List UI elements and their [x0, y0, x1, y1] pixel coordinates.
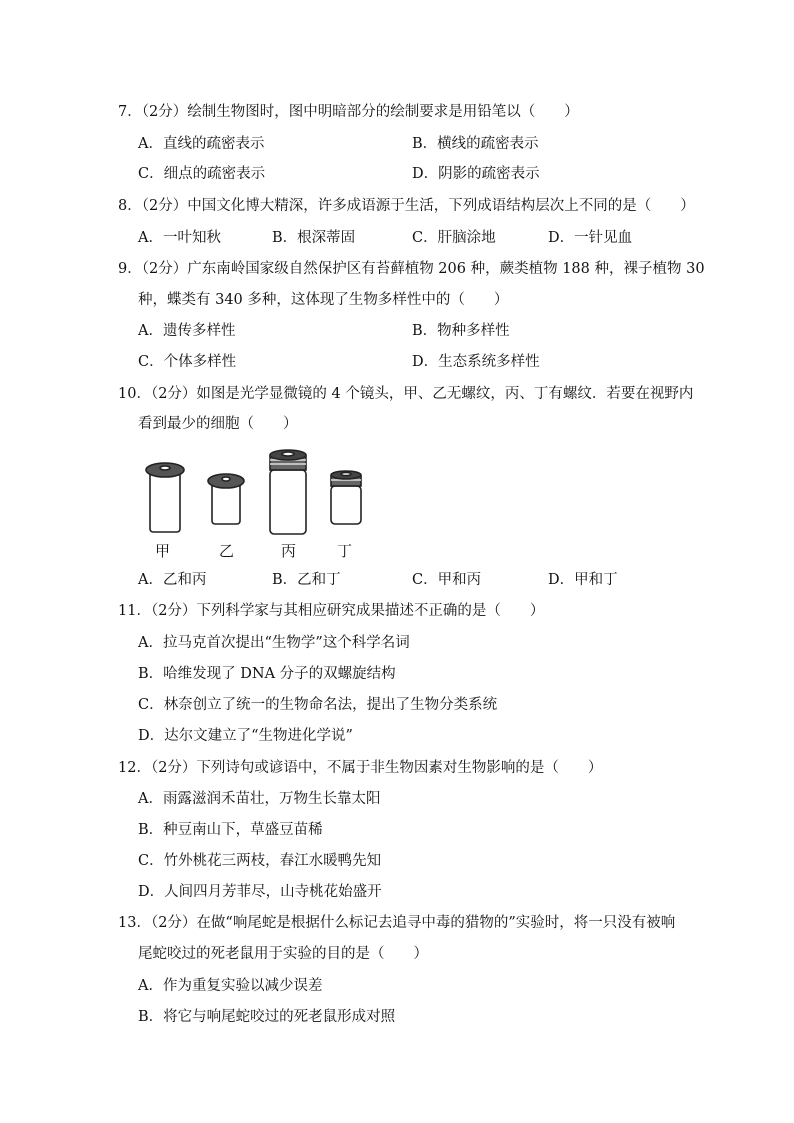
- question-9-option-d: D．生态系统多样性: [412, 354, 540, 370]
- question-12-option-b: B．种豆南山下，草盛豆苗稀: [138, 822, 323, 838]
- question-9-option-a: A．遗传多样性: [138, 323, 236, 339]
- lens-label-ding: 丁: [337, 542, 353, 560]
- lens-jia-icon: [146, 463, 184, 532]
- lens-label-jia: 甲: [155, 542, 171, 560]
- question-10-stem-line-2: 看到最少的细胞（ ）: [138, 416, 298, 432]
- question-13-option-a: A．作为重复实验以减少误差: [138, 978, 323, 994]
- lens-label-yi: 乙: [219, 542, 235, 560]
- microscope-lenses-figure: [138, 448, 378, 562]
- question-12-option-d: D．人间四月芳菲尽，山寺桃花始盛开: [138, 884, 382, 900]
- question-10-stem-line-1: 10．（2分）如图是光学显微镜的 4 个镜头，甲、乙无螺纹，丙、丁有螺纹．若要在视野内: [118, 386, 694, 402]
- question-11-option-c: C．林奈创立了统一的生物命名法，提出了生物分类系统: [138, 697, 498, 713]
- question-12-option-c: C．竹外桃花三两枝，春江水暖鸭先知: [138, 853, 382, 869]
- question-13-option-b: B．将它与响尾蛇咬过的死老鼠形成对照: [138, 1009, 396, 1025]
- question-10-option-a: A．乙和丙: [138, 572, 207, 588]
- question-9-option-b: B．物种多样性: [412, 323, 510, 339]
- question-9-stem-line-1: 9．（2分）广东南岭国家级自然保护区有苔藓植物 206 种，蕨类植物 188 种，裸子植物 30: [118, 261, 705, 277]
- question-8-option-a: A．一叶知秋: [138, 230, 221, 246]
- lens-yi-icon: [208, 474, 244, 524]
- question-7-option-d: D．阴影的疏密表示: [412, 166, 540, 182]
- question-13-stem-line-2: 尾蛇咬过的死老鼠用于实验的目的是（ ）: [138, 946, 428, 962]
- question-8-option-d: D．一针见血: [548, 230, 633, 246]
- question-10-option-d: D．甲和丁: [548, 572, 618, 588]
- question-7-option-a: A．直线的疏密表示: [138, 136, 265, 152]
- lens-bing-icon: [270, 450, 306, 534]
- question-8-option-b: B．根深蒂固: [272, 230, 356, 246]
- question-10-option-c: C．甲和丙: [412, 572, 482, 588]
- question-11-option-d: D．达尔文建立了“生物进化学说”: [138, 728, 353, 744]
- question-9-stem-line-2: 种，蝶类有 340 多种，这体现了生物多样性中的（ ）: [138, 292, 509, 308]
- question-11-option-b: B．哈维发现了 DNA 分子的双螺旋结构: [138, 666, 396, 682]
- question-12-stem: 12．（2分）下列诗句或谚语中，不属于非生物因素对生物影响的是（ ）: [118, 760, 603, 776]
- question-10-option-b: B．乙和丁: [272, 572, 341, 588]
- question-8-stem: 8．（2分）中国文化博大精深，许多成语源于生活，下列成语结构层次上不同的是（ ）: [118, 198, 695, 214]
- question-7-stem: 7．（2分）绘制生物图时，图中明暗部分的绘制要求是用铅笔以（ ）: [118, 104, 579, 120]
- question-9-option-c: C．个体多样性: [138, 354, 237, 370]
- question-13-stem-line-1: 13．（2分）在做“响尾蛇是根据什么标记去追寻中毒的猎物的”实验时，将一只没有被响: [118, 915, 676, 931]
- question-11-option-a: A．拉马克首次提出“生物学”这个科学名词: [138, 635, 410, 651]
- lens-label-bing: 丙: [281, 542, 297, 560]
- question-11-stem: 11．（2分）下列科学家与其相应研究成果描述不正确的是（ ）: [118, 603, 545, 619]
- question-7-option-b: B．横线的疏密表示: [412, 136, 539, 152]
- question-8-option-c: C．肝脑涂地: [412, 230, 496, 246]
- question-7-option-c: C．细点的疏密表示: [138, 166, 266, 182]
- question-12-option-a: A．雨露滋润禾苗壮，万物生长靠太阳: [138, 791, 381, 807]
- lens-ding-icon: [331, 471, 361, 524]
